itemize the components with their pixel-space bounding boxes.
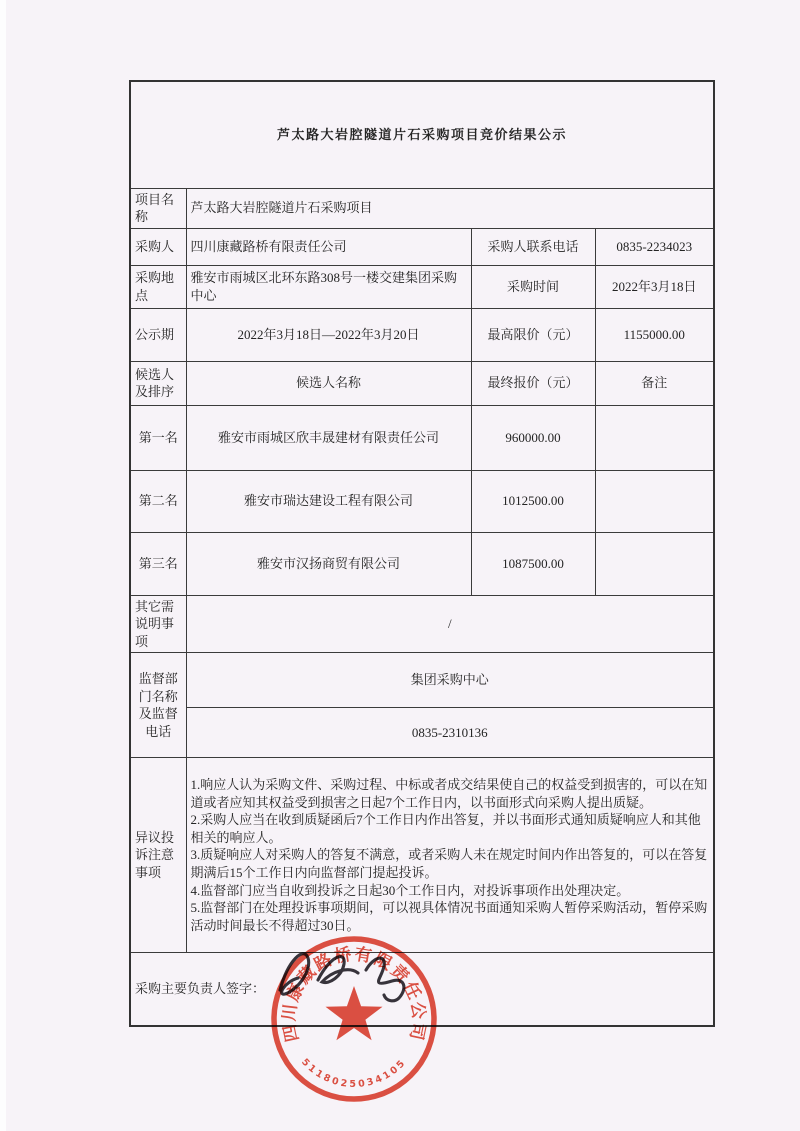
publicity-period-label: 公示期 [130, 308, 186, 361]
supervision-dept-row [130, 653, 714, 708]
other-notes-row [130, 595, 714, 653]
candidate-row-2 [130, 470, 714, 532]
other-notes-value: / [186, 595, 714, 653]
seal-company-text: 四川康藏路桥有限责任公司 [279, 944, 429, 1044]
document-title: 芦太路大岩腔隧道片石采购项目竞价结果公示 [130, 81, 714, 188]
objection-item-1: 1.响应人认为采购文件、采购过程、中标或者成交结果使自己的权益受到损害的，可以在知道或者应知其权益受到损害之日起7个工作日内，以书面形式向采购人提出质疑。 [190, 777, 708, 810]
publicity-period-value: 2022年3月18日—2022年3月20日 [186, 308, 471, 361]
project-name-row [130, 188, 714, 228]
candidate-remark [595, 405, 714, 470]
supervision-phone-row [130, 708, 714, 758]
candidate-row-1 [130, 405, 714, 470]
objection-item-5: 5.监督部门在处理投诉事项期间，可以视具体情况书面通知采购人暂停采购活动，暂停采购活动时间最长不得超过30日。 [190, 900, 708, 933]
objection-item-2: 2.采购人应当在收到质疑函后7个工作日内作出答复，并以书面形式通知质疑响应人和其他相关的响应人。 [190, 812, 701, 845]
candidate-name: 雅安市瑞达建设工程有限公司 [186, 470, 471, 532]
publicity-period-row [130, 308, 714, 361]
project-name-value: 芦太路大岩腔隧道片石采购项目 [186, 188, 714, 228]
remark-header: 备注 [595, 361, 714, 405]
candidate-price: 1087500.00 [471, 532, 595, 595]
purchaser-label: 采购人 [130, 228, 186, 265]
other-notes-label: 其它需说明事项 [130, 595, 186, 653]
candidate-name-header: 候选人名称 [186, 361, 471, 405]
candidates-header-row [130, 361, 714, 405]
candidate-remark [595, 532, 714, 595]
seal-number-text: 5118025034105 [299, 1056, 409, 1090]
purchaser-value: 四川康藏路桥有限责任公司 [186, 228, 471, 265]
supervision-label: 监督部门名称及监督电话 [130, 653, 186, 758]
purchaser-row [130, 228, 714, 265]
supervision-phone-value: 0835-2310136 [186, 708, 714, 758]
max-price-value: 1155000.00 [595, 308, 714, 361]
svg-text:5118025034105 [299, 1057, 409, 1090]
candidate-rank: 第一名 [130, 405, 186, 470]
candidate-name: 雅安市雨城区欣丰晟建材有限责任公司 [186, 405, 471, 470]
candidate-row-3 [130, 532, 714, 595]
candidate-rank: 第二名 [130, 470, 186, 532]
location-row [130, 265, 714, 308]
signature-label: 采购主要负责人签字： [135, 981, 266, 997]
candidate-price: 1012500.00 [471, 470, 595, 532]
candidate-remark [595, 470, 714, 532]
objection-item-3: 3.质疑响应人对采购人的答复不满意，或者采购人未在规定时间内作出答复的，可以在答复期满后15个工作日内向监督部门提起投诉。 [190, 847, 708, 880]
max-price-label: 最高限价（元） [471, 308, 595, 361]
candidate-name: 雅安市汉扬商贸有限公司 [186, 532, 471, 595]
handwritten-signature [272, 938, 432, 1018]
location-label: 采购地点 [130, 265, 186, 308]
supervision-dept-value: 集团采购中心 [186, 653, 714, 708]
title-row [130, 81, 714, 188]
candidate-price: 960000.00 [471, 405, 595, 470]
final-price-header: 最终报价（元） [471, 361, 595, 405]
objection-item-4: 4.监督部门应当自收到投诉之日起30个工作日内，对投诉事项作出处理决定。 [190, 882, 630, 898]
purchaser-phone-label: 采购人联系电话 [471, 228, 595, 265]
purchaser-phone-value: 0835-2234023 [595, 228, 714, 265]
rank-header: 候选人及排序 [130, 361, 186, 405]
time-value: 2022年3月18日 [595, 265, 714, 308]
location-value: 雅安市雨城区北环东路308号一楼交建集团采购中心 [186, 265, 471, 308]
scanned-page [6, 0, 800, 1131]
announcement-table [129, 80, 715, 1027]
time-label: 采购时间 [471, 265, 595, 308]
objection-label: 异议投诉注意事项 [130, 758, 186, 953]
candidate-rank: 第三名 [130, 532, 186, 595]
project-name-label: 项目名称 [130, 188, 186, 228]
